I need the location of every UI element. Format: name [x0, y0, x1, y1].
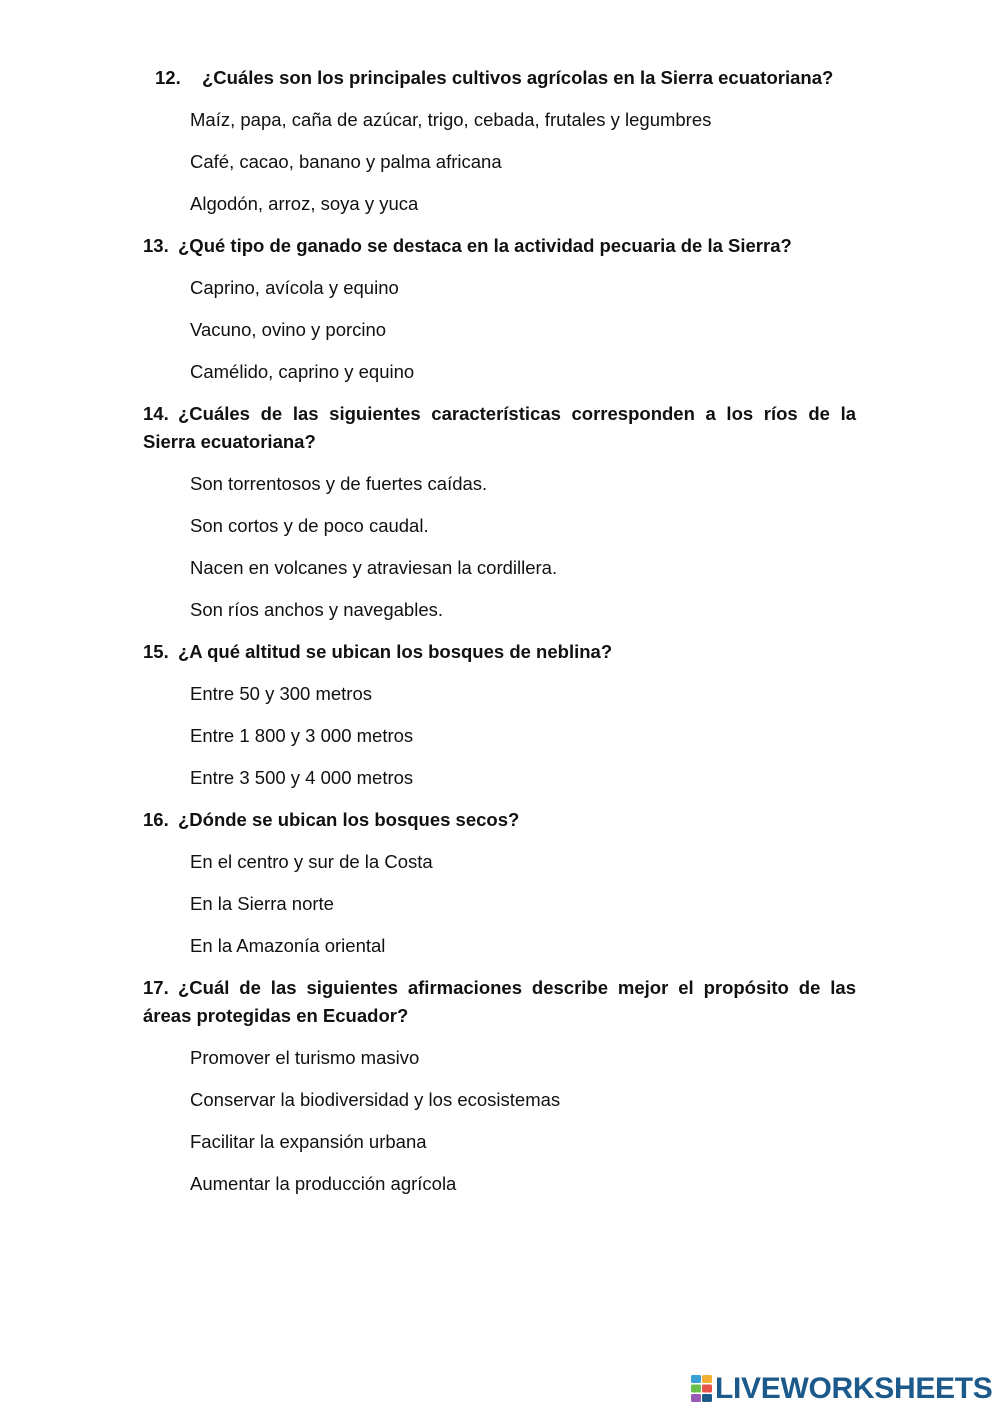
liveworksheets-logo-icon [691, 1375, 713, 1403]
option-13-a[interactable]: Caprino, avícola y equino [190, 277, 399, 298]
option-16-a[interactable]: En el centro y sur de la Costa [190, 851, 433, 872]
question-text: ¿Cuál de las siguientes afirmaciones describe mejor el propósito de las áreas protegidas en Ecuador? [143, 977, 856, 1026]
option-12-a[interactable]: Maíz, papa, caña de azúcar, trigo, cebada, frutales y legumbres [190, 109, 712, 130]
option-13-c[interactable]: Camélido, caprino y equino [190, 361, 415, 382]
question-text: ¿Dónde se ubican los bosques secos? [178, 809, 520, 830]
option-12-c[interactable]: Algodón, arroz, soya y yuca [190, 193, 419, 214]
option-17-c[interactable]: Facilitar la expansión urbana [190, 1131, 427, 1152]
question-number: 16. [143, 809, 169, 830]
question-13 [143, 232, 856, 260]
option-14-d[interactable]: Son ríos anchos y navegables. [190, 599, 443, 620]
question-number: 13. [143, 235, 169, 256]
question-text: ¿A qué altitud se ubican los bosques de neblina? [178, 641, 613, 662]
question-text: ¿Cuáles de las siguientes características corresponden a los ríos de la Sierra ecuatoriana? [143, 403, 856, 452]
option-15-b[interactable]: Entre 1 800 y 3 000 metros [190, 725, 414, 746]
option-16-b[interactable]: En la Sierra norte [190, 893, 334, 914]
question-16 [143, 806, 856, 834]
option-13-b[interactable]: Vacuno, ovino y porcino [190, 319, 387, 340]
option-17-a[interactable]: Promover el turismo masivo [190, 1047, 420, 1068]
question-12 [155, 64, 855, 92]
option-15-a[interactable]: Entre 50 y 300 metros [190, 683, 373, 704]
option-16-c[interactable]: En la Amazonía oriental [190, 935, 386, 956]
question-15 [143, 638, 856, 666]
question-number: 15. [143, 641, 169, 662]
option-14-c[interactable]: Nacen en volcanes y atraviesan la cordillera. [190, 557, 558, 578]
option-14-b[interactable]: Son cortos y de poco caudal. [190, 515, 429, 536]
option-15-c[interactable]: Entre 3 500 y 4 000 metros [190, 767, 414, 788]
question-14 [143, 400, 856, 456]
option-14-a[interactable]: Son torrentosos y de fuertes caídas. [190, 473, 488, 494]
option-17-b[interactable]: Conservar la biodiversidad y los ecosistemas [190, 1089, 561, 1110]
question-text: ¿Qué tipo de ganado se destaca en la actividad pecuaria de la Sierra? [178, 235, 792, 256]
question-number: 12. [155, 67, 181, 88]
liveworksheets-logo[interactable] [691, 1372, 993, 1406]
question-number: 14. [143, 403, 169, 424]
option-17-d[interactable]: Aumentar la producción agrícola [190, 1173, 457, 1194]
question-number: 17. [143, 977, 169, 998]
question-17 [143, 974, 856, 1030]
question-text: ¿Cuáles son los principales cultivos agrícolas en la Sierra ecuatoriana? [202, 67, 834, 88]
option-12-b[interactable]: Café, cacao, banano y palma africana [190, 151, 502, 172]
logo-text: LIVEWORKSHEETS [715, 1372, 993, 1405]
